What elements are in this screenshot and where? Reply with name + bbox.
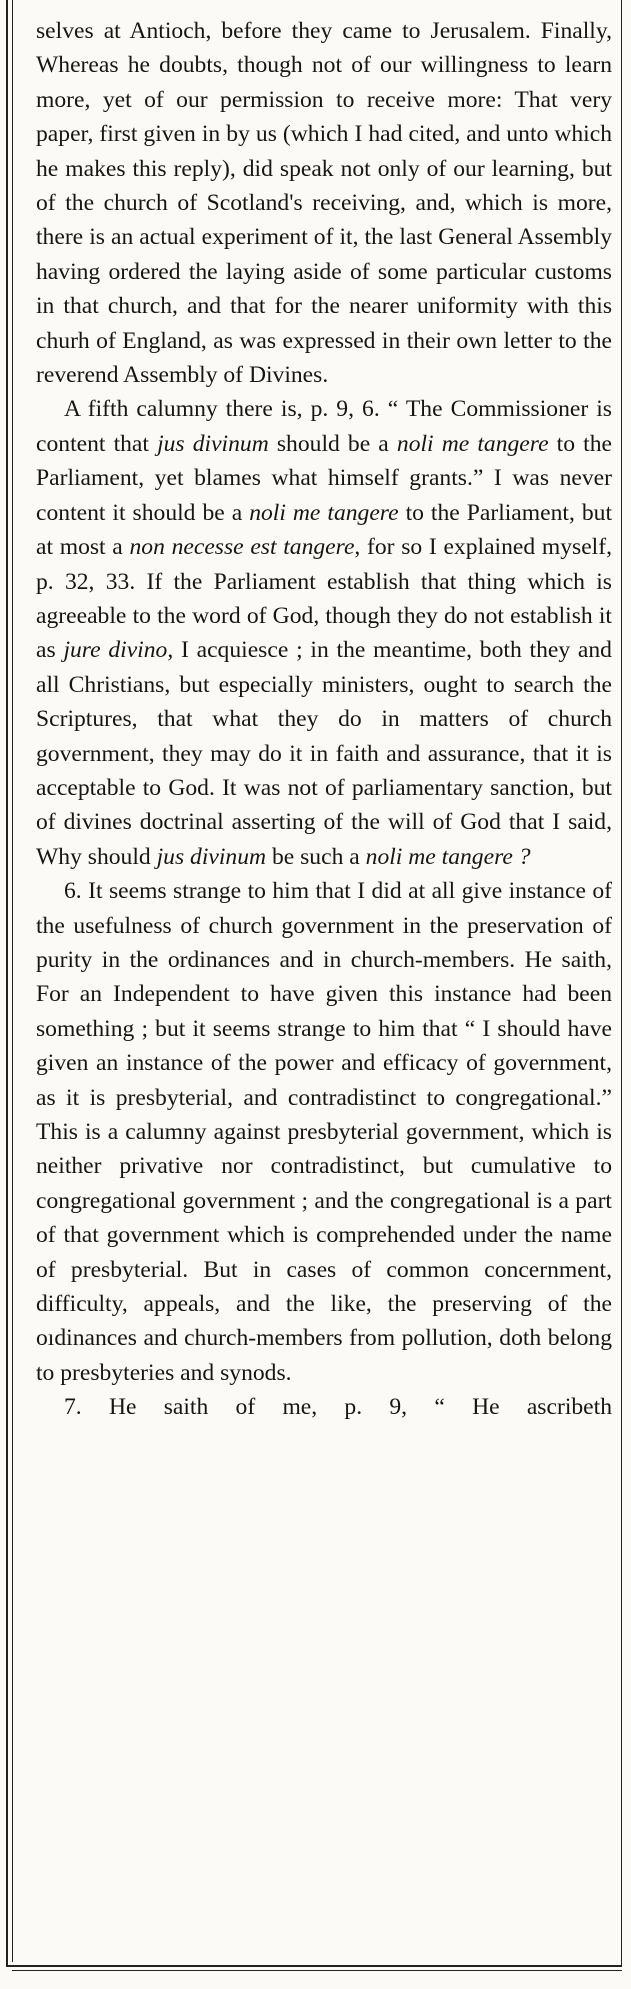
left-inner-border-rule bbox=[12, 0, 13, 1962]
paragraph-six: 6. It seems strange to him that I did at all give instance of the usefulness of church government in the preservation of purity in the ordinances and in church-members. He saith, For an Independent to have given this instance had been something ; but it seems strange to him that “ I should have given an instance of the power and efficacy of government, as it is presbyterial, and contradistinct to congregational.” This is a calumny against presbyterial government, which is neither privative nor contradistinct, but cumulative to congregational government ; and the congregational is a part of that government which is comprehended under the name of presbyterial. But in cases of common concernment, difficulty, appeals, and the like, the preserving of the oıdinances and church-members from pollution, doth belong to presbyteries and synods. bbox=[36, 878, 612, 1386]
bottom-inner-border-rule bbox=[12, 1970, 622, 1971]
paragraph-seven: 7. He saith of me, p. 9, “ He ascribeth bbox=[64, 1394, 612, 1421]
bottom-border-rule bbox=[6, 1965, 622, 1967]
paragraph-fifth-calumny: A fifth calumny there is, p. 9, 6. “ The Commissioner is content that jus divinum should be a noli me tangere to the Parliament, yet blames what himself grants.” I was never content it should be a noli me tangere to the Parliament, but at most a non necesse est tangere, for so I explained myself, p. 32, 33. If the Parliament establish that thing which is agreeable to the word of God, though they do not establish it as jure divino, I acquiesce ; in the meantime, both they and all Christians, but especially ministers, ought to search the Scriptures, that what they do in matters of church government, they may do it in faith and assurance, that it is acceptable to God. It was not of parliamentary sanction, but of divines doctrinal asserting of the will of God that I said, Why should jus divinum be such a noli me tangere ? bbox=[36, 396, 612, 870]
paragraph-continuation: selves at Antioch, before they came to Jerusalem. Finally, Whereas he doubts, though not of our willingness to learn more, yet of our permission to receive more: That very paper, first given in by us (which I had cited, and unto which he makes this reply), did speak not only of our learning, but of the church of Scotland's receiving, and, which is more, there is an actual experiment of it, the last General Assembly having ordered the laying aside of some particular customs in that church, and that for the nearer uniformity with this churh of England, as was expressed in their own letter to the reverend Assembly of Divines. bbox=[36, 18, 612, 389]
body-text-column bbox=[36, 14, 612, 1425]
right-border-rule bbox=[621, 0, 622, 1965]
left-border-rule bbox=[6, 0, 8, 1965]
